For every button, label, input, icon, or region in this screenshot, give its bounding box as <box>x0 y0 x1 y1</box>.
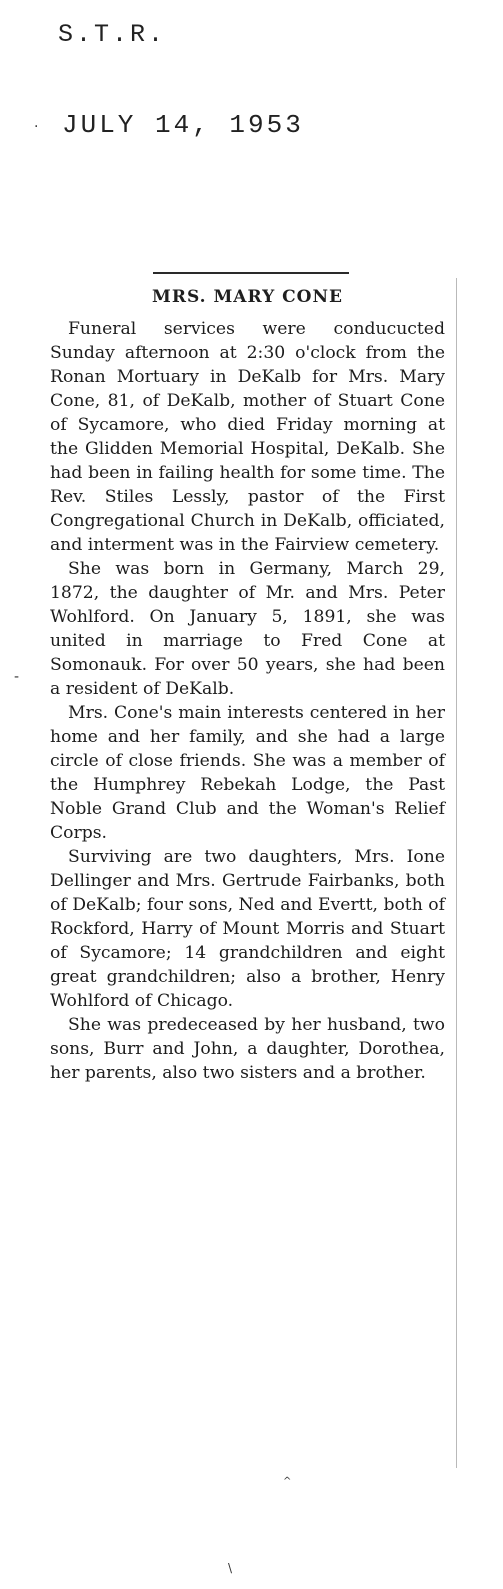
date-label: JULY 14, 1953 <box>62 110 304 140</box>
headline-rule <box>153 272 349 274</box>
scan-mark: ^ <box>283 1476 292 1487</box>
article-paragraph: She was predeceased by her husband, two sons, Burr and John, a daughter, Dorothea, her parents, also two sisters and a brother. <box>50 1015 445 1083</box>
scan-mark: · <box>34 119 39 135</box>
article-paragraph: Surviving are two daughters, Mrs. Ione Dellinger and Mrs. Gertrude Fairbanks, both of DeKalb; four sons, Ned and Evertt, both of Rockford, Harry of Mount Morris and Stuart of Sycamore; 14 grandchildren and eight great grandchildren; also a brother, Henry Wohlford of Chicago. <box>50 847 445 1011</box>
obituary-headline: MRS. MARY CONE <box>152 287 343 307</box>
article-paragraph: Funeral services were conducucted Sunday afternoon at 2:30 o'clock from the Ronan Mortuary in DeKalb for Mrs. Mary Cone, 81, of DeKalb, mother of Stuart Cone of Sycamore, who died Friday morning at the Glidden Memorial Hospital, DeKalb. She had been in failing health for some time. The Rev. Stiles Lessly, pastor of the First Congregational Church in DeKalb, officiated, and interment was in the Fairview cemetery. <box>50 319 445 555</box>
scan-mark: \ <box>228 1561 233 1575</box>
newspaper-clipping <box>50 285 445 1085</box>
scan-mark: - <box>14 669 20 685</box>
article-paragraph: Mrs. Cone's main interests centered in her home and her family, and she had a large circle of close friends. She was a member of the Humphrey Rebekah Lodge, the Past Noble Grand Club and the Woman's Relief Corps. <box>50 703 445 843</box>
article-paragraph: She was born in Germany, March 29, 1872, the daughter of Mr. and Mrs. Peter Wohlford. On January 5, 1891, she was united in marriage to Fred Cone at Somonauk. For over 50 years, she had been a resident of DeKalb. <box>50 559 445 699</box>
source-label: S.T.R. <box>58 20 167 49</box>
obituary-article <box>50 317 445 1085</box>
column-edge-line <box>456 278 457 1468</box>
